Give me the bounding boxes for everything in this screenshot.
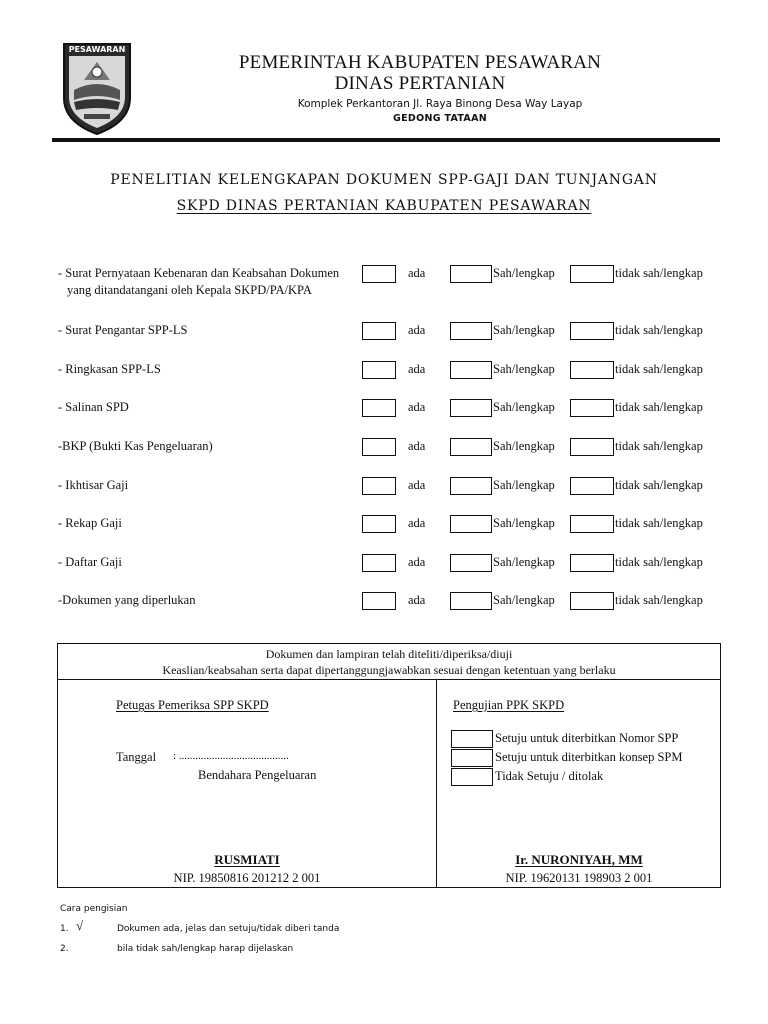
document-item-label: -Dokumen yang diperlukan (58, 593, 196, 607)
document-subtitle: SKPD DINAS PERTANIAN KABUPATEN PESAWARAN (176, 198, 592, 214)
approve-spp-label: Setuju untuk diterbitkan Nomor SPP (495, 731, 679, 745)
sah-label: Sah/lengkap (493, 555, 555, 569)
tidak-sah-checkbox[interactable] (570, 265, 614, 283)
ada-checkbox[interactable] (362, 554, 396, 572)
ada-label: ada (408, 555, 426, 569)
logo-text: PESAWARAN (68, 45, 126, 54)
sah-label: Sah/lengkap (493, 362, 555, 376)
sah-label: Sah/lengkap (493, 323, 555, 337)
date-label: Tanggal (116, 750, 157, 764)
note-2-number: 2. (60, 944, 69, 954)
checklist-row (58, 554, 738, 584)
sah-label: Sah/lengkap (493, 516, 555, 530)
ada-label: ada (408, 266, 426, 280)
approve-spp-checkbox[interactable] (451, 730, 493, 748)
ada-label: ada (408, 593, 426, 607)
ada-label: ada (408, 516, 426, 530)
ada-label: ada (408, 478, 426, 492)
checkmark-icon: √ (76, 918, 84, 933)
examiner-nip: NIP. 19850816 201212 2 001 (173, 871, 321, 885)
tidak-sah-checkbox[interactable] (570, 592, 614, 610)
tidak-sah-checkbox[interactable] (570, 438, 614, 456)
tidak-sah-checkbox[interactable] (570, 554, 614, 572)
note-2-text: bila tidak sah/lengkap harap dijelaskan (117, 944, 294, 954)
tidak-sah-checkbox[interactable] (570, 399, 614, 417)
government-name: PEMERINTAH KABUPATEN PESAWARAN (238, 52, 602, 73)
tidak-sah-label: tidak sah/lengkap (615, 266, 703, 280)
tidak-sah-label: tidak sah/lengkap (615, 400, 703, 414)
sah-checkbox[interactable] (450, 361, 492, 379)
verification-header (58, 644, 720, 680)
approver-section (437, 680, 721, 888)
checklist-row (58, 592, 738, 622)
notes-heading: Cara pengisian (60, 904, 128, 914)
document-item-label: - Surat Pengantar SPP-LS (58, 323, 188, 337)
examiner-position: Bendahara Pengeluaran (198, 768, 317, 782)
document-item-label: - Ringkasan SPP-LS (58, 362, 161, 376)
document-item-label: - Ikhtisar Gaji (58, 478, 129, 492)
document-item-label: - Daftar Gaji (58, 555, 122, 569)
verification-table (57, 643, 721, 888)
ada-label: ada (408, 323, 426, 337)
document-item-label: - Salinan SPD (58, 400, 129, 414)
office-city: GEDONG TATAAN (393, 113, 487, 124)
document-item-label: - Rekap Gaji (58, 516, 122, 530)
ada-checkbox[interactable] (362, 515, 396, 533)
checklist-row (58, 361, 738, 391)
sah-checkbox[interactable] (450, 515, 492, 533)
document-title: PENELITIAN KELENGKAPAN DOKUMEN SPP-GAJI DAN TUNJANGAN (110, 172, 658, 188)
sah-label: Sah/lengkap (493, 439, 555, 453)
date-field[interactable]: : ........................................ (173, 750, 289, 762)
office-address: Komplek Perkantoran Jl. Raya Binong Desa Way Layap (297, 98, 583, 110)
tidak-sah-checkbox[interactable] (570, 322, 614, 340)
verification-note: Keaslian/keabsahan serta dapat dipertanggungjawabkan sesuai dengan ketentuan yang berlaku (162, 663, 616, 677)
tidak-sah-label: tidak sah/lengkap (615, 362, 703, 376)
department-name: DINAS PERTANIAN (334, 73, 506, 94)
examiner-section (58, 680, 436, 888)
sah-checkbox[interactable] (450, 265, 492, 283)
ada-checkbox[interactable] (362, 592, 396, 610)
ada-checkbox[interactable] (362, 361, 396, 379)
sah-label: Sah/lengkap (493, 593, 555, 607)
note-1-text: Dokumen ada, jelas dan setuju/tidak diberi tanda (117, 924, 340, 934)
sah-checkbox[interactable] (450, 592, 492, 610)
tidak-sah-checkbox[interactable] (570, 515, 614, 533)
tidak-sah-checkbox[interactable] (570, 477, 614, 495)
reject-label: Tidak Setuju / ditolak (495, 769, 604, 783)
sah-label: Sah/lengkap (493, 266, 555, 280)
document-item-label: - Surat Pernyataan Kebenaran dan Keabsahan Dokumen yang ditandatangani oleh Kepala SKPD/PA/KPA (58, 266, 340, 297)
ada-checkbox[interactable] (362, 438, 396, 456)
checklist-row (58, 438, 738, 468)
ada-checkbox[interactable] (362, 477, 396, 495)
tidak-sah-label: tidak sah/lengkap (615, 478, 703, 492)
tidak-sah-label: tidak sah/lengkap (615, 516, 703, 530)
verification-statement: Dokumen dan lampiran telah diteliti/diperiksa/diuji (265, 647, 513, 661)
examiner-role: Petugas Pemeriksa SPP SKPD (116, 698, 269, 712)
tidak-sah-label: tidak sah/lengkap (615, 555, 703, 569)
approver-role: Pengujian PPK SKPD (453, 698, 565, 712)
tidak-sah-label: tidak sah/lengkap (615, 593, 703, 607)
checklist-row (58, 477, 738, 507)
document-item-label: -BKP (Bukti Kas Pengeluaran) (58, 439, 213, 453)
sah-checkbox[interactable] (450, 477, 492, 495)
checklist-row (58, 515, 738, 545)
sah-checkbox[interactable] (450, 554, 492, 572)
tidak-sah-checkbox[interactable] (570, 361, 614, 379)
checklist-row (58, 399, 738, 429)
checklist-row (58, 322, 738, 352)
approver-nip: NIP. 19620131 198903 2 001 (505, 871, 653, 885)
ada-checkbox[interactable] (362, 399, 396, 417)
checklist-row (58, 265, 738, 295)
note-1-number: 1. (60, 924, 69, 934)
ada-label: ada (408, 439, 426, 453)
sah-checkbox[interactable] (450, 399, 492, 417)
pesawaran-logo (60, 40, 134, 136)
emblem-icon (60, 40, 134, 136)
sah-label: Sah/lengkap (493, 478, 555, 492)
header-divider (52, 138, 720, 142)
tidak-sah-label: tidak sah/lengkap (615, 323, 703, 337)
approve-spm-label: Setuju untuk diterbitkan konsep SPM (495, 750, 683, 764)
examiner-name: RUSMIATI (214, 852, 280, 867)
tidak-sah-label: tidak sah/lengkap (615, 439, 703, 453)
approve-spm-checkbox[interactable] (451, 749, 493, 767)
reject-checkbox[interactable] (451, 768, 493, 786)
approver-name: Ir. NURONIYAH, MM (515, 852, 643, 867)
ada-label: ada (408, 400, 426, 414)
ada-label: ada (408, 362, 426, 376)
ada-checkbox[interactable] (362, 322, 396, 340)
sah-checkbox[interactable] (450, 322, 492, 340)
sah-label: Sah/lengkap (493, 400, 555, 414)
ada-checkbox[interactable] (362, 265, 396, 283)
sah-checkbox[interactable] (450, 438, 492, 456)
